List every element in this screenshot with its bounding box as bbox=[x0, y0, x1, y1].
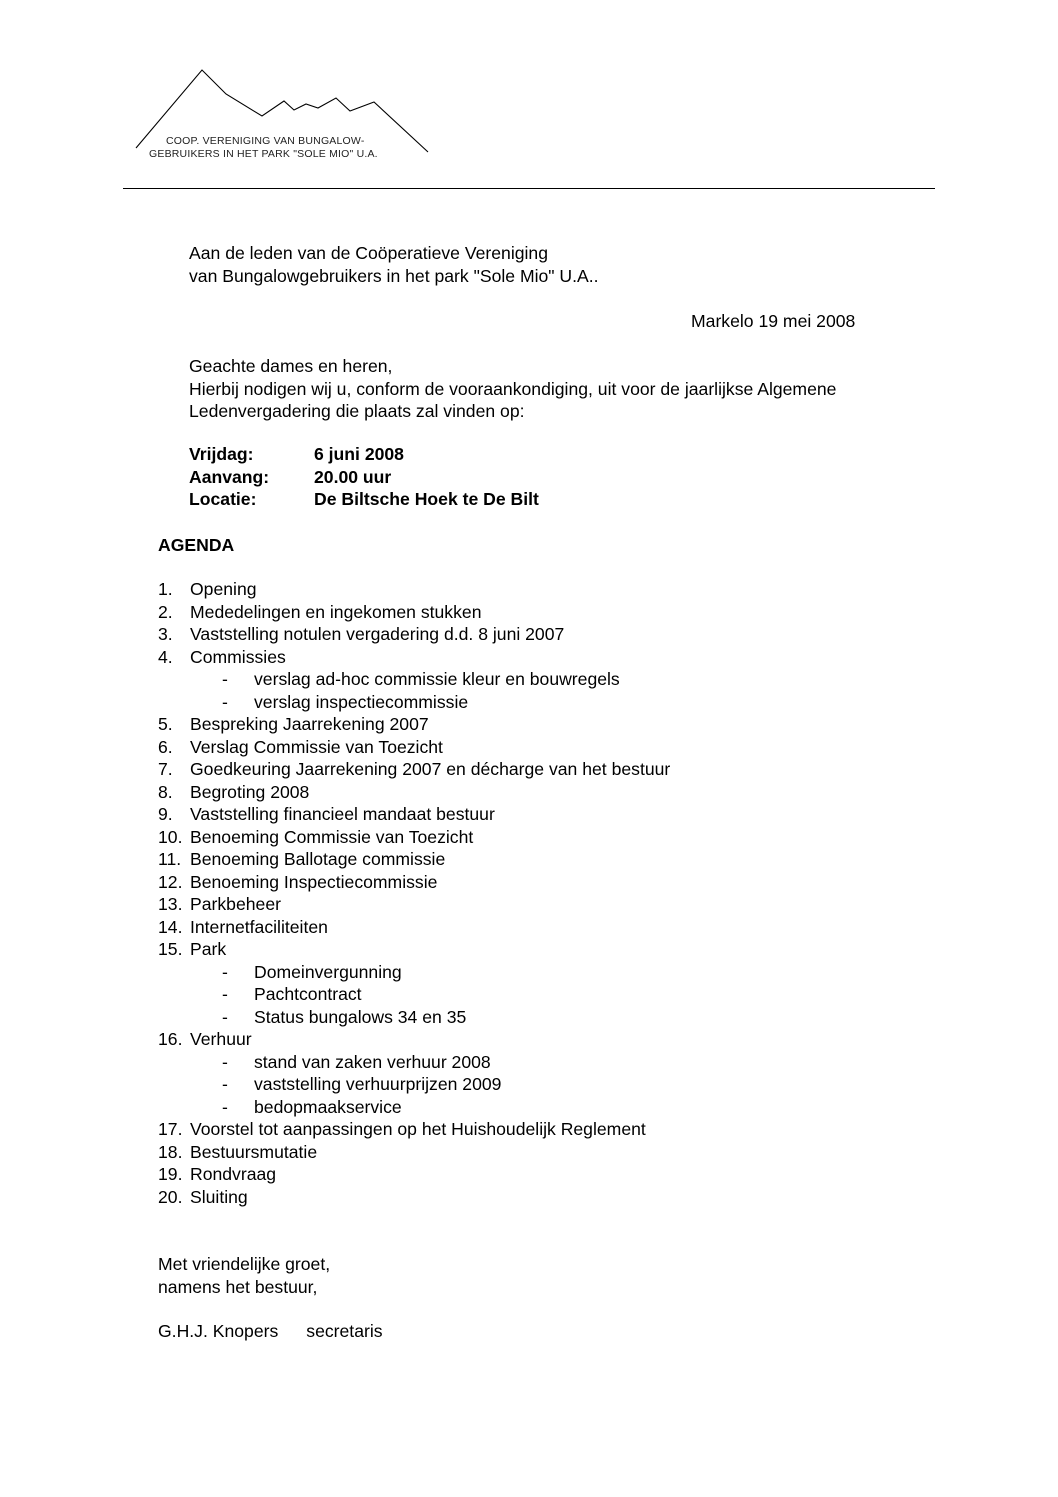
meeting-day-value: 6 juni 2008 bbox=[314, 444, 404, 464]
meeting-start-value: 20.00 uur bbox=[314, 466, 392, 487]
agenda-item-number: 20. bbox=[158, 1186, 183, 1207]
agenda-item-text: Park bbox=[190, 939, 227, 959]
agenda-subitem-text: stand van zaken verhuur 2008 bbox=[254, 1051, 491, 1072]
meeting-day-row bbox=[189, 443, 539, 466]
agenda-subitem-bullet: - bbox=[222, 1074, 228, 1094]
agenda-item-number: 15. bbox=[158, 939, 183, 959]
agenda-subitem-bullet: - bbox=[222, 1006, 228, 1027]
agenda-subitem bbox=[158, 1051, 670, 1074]
agenda-item-number: 18. bbox=[158, 1141, 183, 1162]
agenda-item-number: 2. bbox=[158, 601, 173, 622]
intro-block bbox=[189, 355, 836, 423]
agenda-item-text: Commissies bbox=[190, 646, 286, 667]
agenda-item-text: Voorstel tot aanpassingen op het Huishoudelijk Reglement bbox=[190, 1119, 646, 1139]
agenda-item-text: Goedkeuring Jaarrekening 2007 en décharge van het bestuur bbox=[190, 759, 671, 779]
agenda-subitem-bullet: - bbox=[222, 984, 228, 1004]
agenda-subitem-text: verslag inspectiecommissie bbox=[254, 691, 469, 712]
agenda-item bbox=[158, 713, 670, 736]
agenda-item bbox=[158, 938, 670, 961]
logo-line-1: COOP. VERENIGING VAN BUNGALOW- bbox=[166, 135, 365, 147]
agenda-item-number: 10. bbox=[158, 826, 183, 847]
agenda-item-text: Internetfaciliteiten bbox=[190, 916, 328, 937]
agenda-subitem-text: Domeinvergunning bbox=[254, 961, 402, 982]
agenda-item-text: Benoeming Commissie van Toezicht bbox=[190, 826, 474, 847]
agenda-item bbox=[158, 1118, 670, 1141]
agenda-item-text: Bestuursmutatie bbox=[190, 1141, 318, 1162]
agenda-item-text: Vaststelling financieel mandaat bestuur bbox=[190, 804, 495, 824]
agenda-item bbox=[158, 578, 670, 601]
agenda-item bbox=[158, 1163, 670, 1186]
agenda-subitem bbox=[158, 1006, 670, 1029]
agenda-subitem-bullet: - bbox=[222, 1096, 228, 1117]
agenda-subitem bbox=[158, 1073, 670, 1096]
agenda-subitem-bullet: - bbox=[222, 691, 228, 712]
salutation: Geachte dames en heren, bbox=[189, 356, 393, 376]
closing-block bbox=[158, 1253, 330, 1298]
agenda-list bbox=[158, 578, 670, 1208]
addressee-line-1: Aan de leden van de Coöperatieve Vereniging bbox=[189, 243, 548, 263]
agenda-subitem-bullet: - bbox=[222, 669, 228, 689]
agenda-subitem-text: Status bungalows 34 en 35 bbox=[254, 1006, 467, 1027]
agenda-item bbox=[158, 781, 670, 804]
agenda-item-number: 7. bbox=[158, 759, 173, 779]
agenda-item bbox=[158, 623, 670, 646]
agenda-subitem bbox=[158, 1096, 670, 1119]
meeting-details bbox=[189, 443, 539, 511]
agenda-item bbox=[158, 826, 670, 849]
agenda-item-number: 3. bbox=[158, 624, 173, 644]
agenda-item-text: Vaststelling notulen vergadering d.d. 8 juni 2007 bbox=[190, 624, 565, 644]
logo-line-2: GEBRUIKERS IN HET PARK "SOLE MIO" U.A. bbox=[149, 148, 378, 160]
agenda-item-number: 19. bbox=[158, 1164, 183, 1184]
agenda-item bbox=[158, 1141, 670, 1164]
agenda-item-text: Sluiting bbox=[190, 1186, 248, 1207]
agenda-item bbox=[158, 848, 670, 871]
agenda-item-text: Rondvraag bbox=[190, 1164, 277, 1184]
agenda-subitem-bullet: - bbox=[222, 961, 228, 982]
header-divider bbox=[123, 188, 935, 189]
agenda-item bbox=[158, 893, 670, 916]
logo-text bbox=[149, 135, 378, 161]
association-logo bbox=[130, 64, 430, 164]
intro-line-2: Ledenvergadering die plaats zal vinden op: bbox=[189, 401, 525, 421]
meeting-start-label: Aanvang: bbox=[189, 466, 270, 487]
agenda-item-text: Opening bbox=[190, 579, 257, 599]
agenda-title: AGENDA bbox=[158, 535, 235, 555]
agenda-item-text: Begroting 2008 bbox=[190, 781, 310, 802]
agenda-item-number: 13. bbox=[158, 894, 183, 914]
agenda-item-number: 11. bbox=[158, 849, 182, 869]
agenda-subitem-text: bedopmaakservice bbox=[254, 1096, 402, 1117]
agenda-item-text: Verhuur bbox=[190, 1029, 252, 1049]
agenda-item-text: Bespreking Jaarrekening 2007 bbox=[190, 714, 429, 734]
agenda-item bbox=[158, 601, 670, 624]
agenda-item-text: Mededelingen en ingekomen stukken bbox=[190, 601, 482, 622]
agenda-item-number: 12. bbox=[158, 871, 183, 892]
agenda-item-number: 17. bbox=[158, 1119, 183, 1139]
agenda-item-number: 5. bbox=[158, 714, 173, 734]
agenda-item-number: 8. bbox=[158, 781, 173, 802]
closing-line-2: namens het bestuur, bbox=[158, 1276, 318, 1297]
agenda-item-text: Verslag Commissie van Toezicht bbox=[190, 736, 443, 757]
letter-date: Markelo 19 mei 2008 bbox=[691, 311, 856, 331]
agenda-item bbox=[158, 1028, 670, 1051]
intro-line-1: Hierbij nodigen wij u, conform de vooraankondiging, uit voor de jaarlijkse Algemene bbox=[189, 378, 837, 399]
agenda-subitem-text: Pachtcontract bbox=[254, 984, 362, 1004]
agenda-item-number: 14. bbox=[158, 916, 183, 937]
meeting-day-label: Vrijdag: bbox=[189, 444, 254, 464]
agenda-subitem-bullet: - bbox=[222, 1051, 228, 1072]
agenda-item-text: Benoeming Inspectiecommissie bbox=[190, 871, 438, 892]
agenda-item-number: 16. bbox=[158, 1029, 183, 1049]
addressee-block bbox=[189, 242, 599, 287]
agenda-subitem-text: verslag ad-hoc commissie kleur en bouwregels bbox=[254, 669, 620, 689]
agenda-item bbox=[158, 646, 670, 669]
agenda-item-text: Benoeming Ballotage commissie bbox=[190, 849, 446, 869]
closing-line-1: Met vriendelijke groet, bbox=[158, 1254, 331, 1274]
agenda-item bbox=[158, 871, 670, 894]
agenda-item bbox=[158, 736, 670, 759]
agenda-subitem-text: vaststelling verhuurprijzen 2009 bbox=[254, 1074, 502, 1094]
signatory-name: G.H.J. Knopers bbox=[158, 1321, 279, 1341]
agenda-item bbox=[158, 1186, 670, 1209]
agenda-item bbox=[158, 803, 670, 826]
agenda-item-number: 6. bbox=[158, 736, 173, 757]
agenda-subitem bbox=[158, 983, 670, 1006]
agenda-item-number: 1. bbox=[158, 579, 173, 599]
agenda-subitem bbox=[158, 691, 670, 714]
agenda-item-number: 4. bbox=[158, 646, 173, 667]
agenda-item-text: Parkbeheer bbox=[190, 894, 281, 914]
meeting-location-row bbox=[189, 488, 539, 511]
signature-block bbox=[158, 1320, 383, 1343]
signatory-role: secretaris bbox=[306, 1321, 383, 1341]
agenda-item bbox=[158, 916, 670, 939]
meeting-location-value: De Biltsche Hoek te De Bilt bbox=[314, 489, 539, 509]
addressee-line-2: van Bungalowgebruikers in het park "Sole Mio" U.A.. bbox=[189, 265, 599, 286]
agenda-subitem bbox=[158, 668, 670, 691]
meeting-start-row bbox=[189, 466, 539, 489]
agenda-item bbox=[158, 758, 670, 781]
meeting-location-label: Locatie: bbox=[189, 489, 257, 509]
agenda-item-number: 9. bbox=[158, 804, 173, 824]
agenda-subitem bbox=[158, 961, 670, 984]
